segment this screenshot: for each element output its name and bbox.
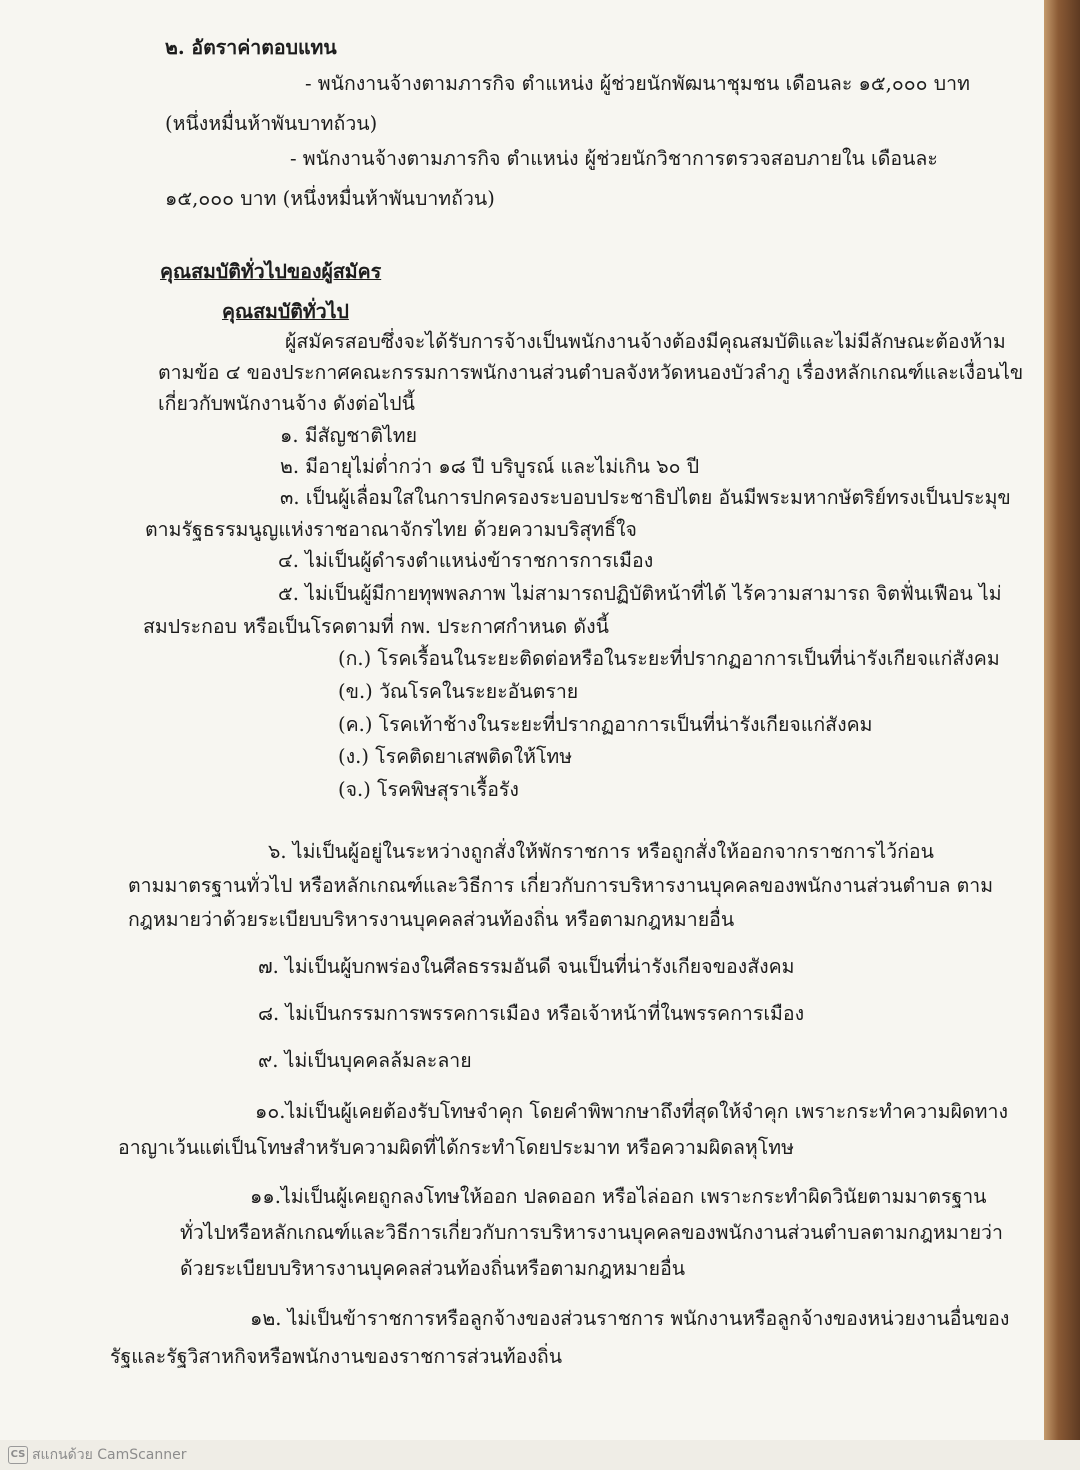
item-11-line-2: ทั่วไปหรือหลักเกณฑ์และวิธีการเกี่ยวกับการบริหารงานบุคคลของพนักงานส่วนตำบลตามกฎหมายว่า [180, 1221, 1003, 1244]
item-11-line-3: ด้วยระเบียบบริหารงานบุคคลส่วนท้องถิ่นหรือตามกฎหมายอื่น [180, 1257, 686, 1280]
item-6-line-3: กฎหมายว่าด้วยระเบียบบริหารงานบุคคลส่วนท้องถิ่น หรือตามกฎหมายอื่น [128, 908, 735, 931]
item-10-line-1: ๑๐.ไม่เป็นผู้เคยต้องรับโทษจำคุก โดยคำพิพากษาถึงที่สุดให้จำคุก เพราะกระทำความผิดทาง [255, 1100, 1008, 1123]
compensation-item-2: - พนักงานจ้างตามภารกิจ ตำแหน่ง ผู้ช่วยนักวิชาการตรวจสอบภายใน เดือนละ [290, 147, 938, 170]
item-6-line-2: ตามมาตรฐานทั่วไป หรือหลักเกณฑ์และวิธีการ เกี่ยวกับการบริหารงานบุคคลของพนักงานส่วนตำบล ตาม [128, 874, 994, 897]
item-10-line-2: อาญาเว้นแต่เป็นโทษสำหรับความผิดที่ได้กระทำโดยประมาท หรือความผิดลหุโทษ [118, 1136, 794, 1159]
sub-item-c: (ค.) โรคเท้าช้างในระยะที่ปรากฏอาการเป็นที่น่ารังเกียจแก่สังคม [338, 713, 873, 736]
qualifications-subheading: คุณสมบัติทั่วไป [222, 300, 349, 323]
item-12-line-1: ๑๒. ไม่เป็นข้าราชการหรือลูกจ้างของส่วนราชการ พนักงานหรือลูกจ้างของหน่วยงานอื่นของ [250, 1307, 1010, 1330]
compensation-item-1-cont: (หนึ่งหมื่นห้าพันบาทถ้วน) [165, 112, 378, 135]
item-5-line-2: สมประกอบ หรือเป็นโรคตามที่ กพ. ประกาศกำหนด ดังนี้ [143, 615, 609, 638]
item-8: ๘. ไม่เป็นกรรมการพรรคการเมือง หรือเจ้าหน้าที่ในพรรคการเมือง [258, 1002, 805, 1025]
sub-item-b: (ข.) วัณโรคในระยะอันตราย [338, 680, 579, 703]
item-1: ๑. มีสัญชาติไทย [280, 424, 418, 447]
item-9: ๙. ไม่เป็นบุคคลล้มละลาย [258, 1049, 472, 1072]
sub-item-d: (ง.) โรคติดยาเสพติดให้โทษ [338, 745, 573, 768]
camscanner-watermark [8, 1444, 187, 1466]
item-6-line-1: ๖. ไม่เป็นผู้อยู่ในระหว่างถูกสั่งให้พักราชการ หรือถูกสั่งให้ออกจากราชการไว้ก่อน [268, 840, 934, 863]
item-3-line-1: ๓. เป็นผู้เลื่อมใสในการปกครองระบอบประชาธิปไตย อันมีพระมหากษัตริย์ทรงเป็นประมุข [280, 486, 1011, 509]
item-3-line-2: ตามรัฐธรรมนูญแห่งราชอาณาจักรไทย ด้วยความบริสุทธิ์ใจ [145, 518, 637, 541]
item-4: ๔. ไม่เป็นผู้ดำรงตำแหน่งข้าราชการการเมือง [278, 549, 654, 572]
camscanner-logo-icon: CS [8, 1446, 28, 1464]
sub-item-a: (ก.) โรคเรื้อนในระยะติดต่อหรือในระยะที่ปรากฏอาการเป็นที่น่ารังเกียจแก่สังคม [338, 647, 1000, 670]
intro-line-3: เกี่ยวกับพนักงานจ้าง ดังต่อไปนี้ [158, 392, 415, 415]
item-12-line-2: รัฐและรัฐวิสาหกิจหรือพนักงานของราชการส่วนท้องถิ่น [110, 1345, 563, 1368]
item-7: ๗. ไม่เป็นผู้บกพร่องในศีลธรรมอันดี จนเป็นที่น่ารังเกียจของสังคม [258, 955, 795, 978]
intro-line-1: ผู้สมัครสอบซึ่งจะได้รับการจ้างเป็นพนักงานจ้างต้องมีคุณสมบัติและไม่มีลักษณะต้องห้าม [285, 330, 1006, 353]
item-5-line-1: ๕. ไม่เป็นผู้มีกายทุพพลภาพ ไม่สามารถปฏิบัติหน้าที่ได้ ไร้ความสามารถ จิตฟั่นเฟือน ไม่ [278, 582, 1002, 605]
item-11-line-1: ๑๑.ไม่เป็นผู้เคยถูกลงโทษให้ออก ปลดออก หรือไล่ออก เพราะกระทำผิดวินัยตามมาตรฐาน [250, 1185, 987, 1208]
camscanner-text: สแกนด้วย CamScanner [32, 1447, 187, 1463]
qualifications-heading: คุณสมบัติทั่วไปของผู้สมัคร [160, 260, 382, 283]
item-2: ๒. มีอายุไม่ต่ำกว่า ๑๘ ปี บริบูรณ์ และไม่เกิน ๖๐ ปี [280, 455, 700, 478]
compensation-item-1: - พนักงานจ้างตามภารกิจ ตำแหน่ง ผู้ช่วยนักพัฒนาชุมชน เดือนละ ๑๕,๐๐๐ บาท [305, 72, 970, 95]
desk-background [1044, 0, 1080, 1470]
sub-item-e: (จ.) โรคพิษสุราเรื้อรัง [338, 778, 519, 801]
compensation-item-2-cont: ๑๕,๐๐๐ บาท (หนึ่งหมื่นห้าพันบาทถ้วน) [165, 187, 495, 210]
section-2-heading: ๒. อัตราค่าตอบแทน [165, 36, 337, 59]
intro-line-2: ตามข้อ ๔ ของประกาศคณะกรรมการพนักงานส่วนตำบลจังหวัดหนองบัวลำภู เรื่องหลักเกณฑ์และเงื่อนไข [158, 361, 1024, 384]
